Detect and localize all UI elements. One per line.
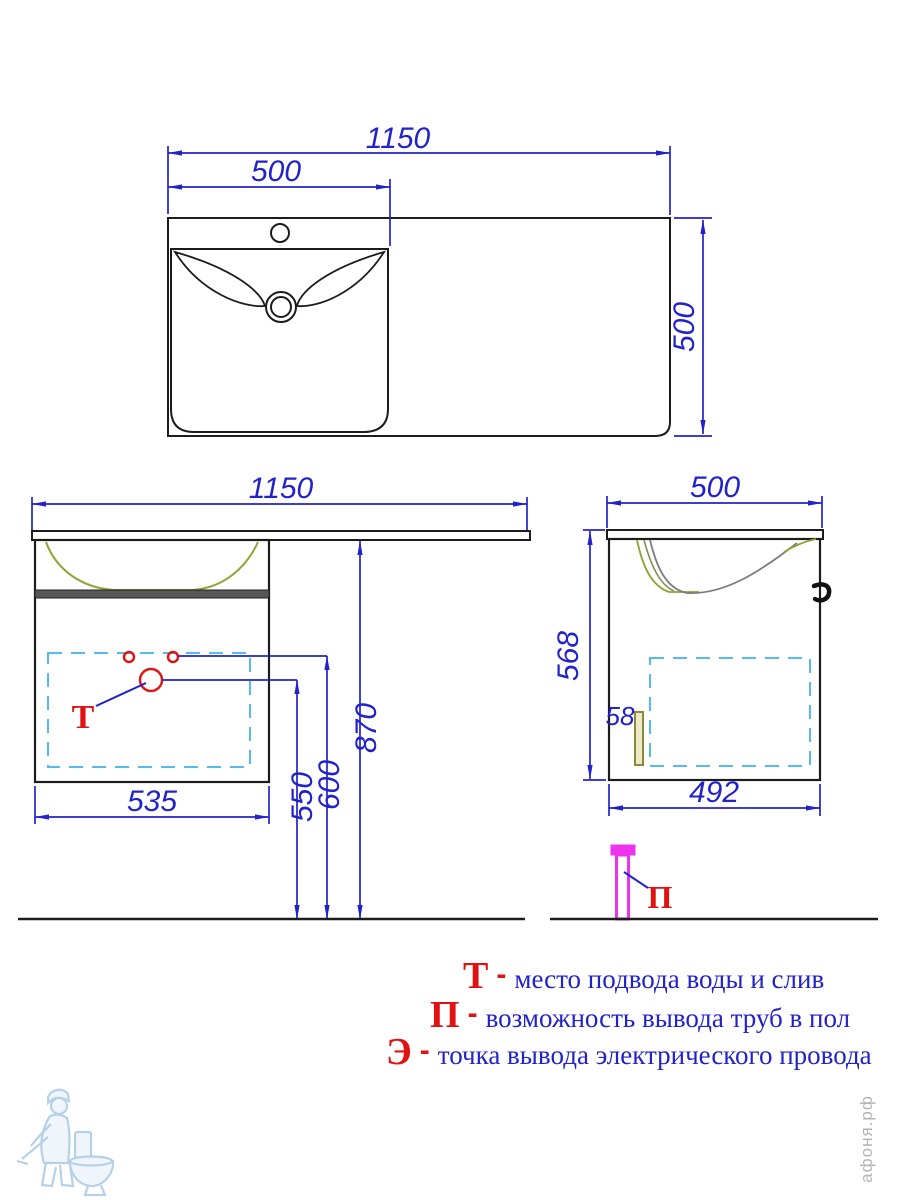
front-view [18,472,530,919]
legend-dash-t: - [496,958,507,991]
top-view [168,122,712,436]
dim-label-front-1150: 1150 [248,472,314,505]
drawer-gap-band [35,590,269,598]
dim-label-front-550: 550 [286,771,319,823]
dim-label-front-535: 535 [126,785,178,818]
dim-label-top-1150: 1150 [365,122,431,155]
dim-top-overall-width [168,146,670,215]
cabinet-front-outline [35,540,269,782]
dim-side-height [583,530,606,780]
electric-strip-icon [635,712,643,765]
legend-letter-t: Т [463,955,489,997]
legend-row-t [463,957,824,995]
legend-row-e [386,1033,872,1071]
legend-text-p: возможность вывода труб в пол [485,1003,851,1033]
legend-text-e: точка вывода электрического провода [437,1040,872,1070]
legend-letter-p: П [430,994,460,1036]
dim-label-side-58: 58 [605,701,635,731]
dim-label-side-492: 492 [688,776,740,809]
dim-label-top-500: 500 [250,155,302,188]
dim-label-front-870: 870 [350,702,383,754]
floor-pipe-icon [611,845,635,919]
drain-inner-icon [271,297,291,317]
dim-label-side-500: 500 [689,471,741,504]
marker-t-letter: Т [71,699,95,736]
countertop-side-slab [607,530,823,539]
plumber-watermark-icon [17,1090,113,1195]
legend-dash-p: - [467,997,478,1030]
legend-dash-e: - [419,1034,430,1067]
legend-row-p [430,996,850,1034]
legend-text-t: место подвода воды и слив [514,964,825,994]
marker-p-letter: П [647,879,673,915]
site-watermark: афоня.рф [857,1095,876,1183]
dim-label-side-568: 568 [552,630,585,682]
side-view [550,471,878,919]
countertop-front-slab [32,531,530,540]
dim-label-front-600: 600 [313,759,346,811]
faucet-hole-icon [271,224,289,242]
legend-letter-e: Э [386,1031,412,1073]
dim-label-top-depth-500: 500 [668,301,701,353]
